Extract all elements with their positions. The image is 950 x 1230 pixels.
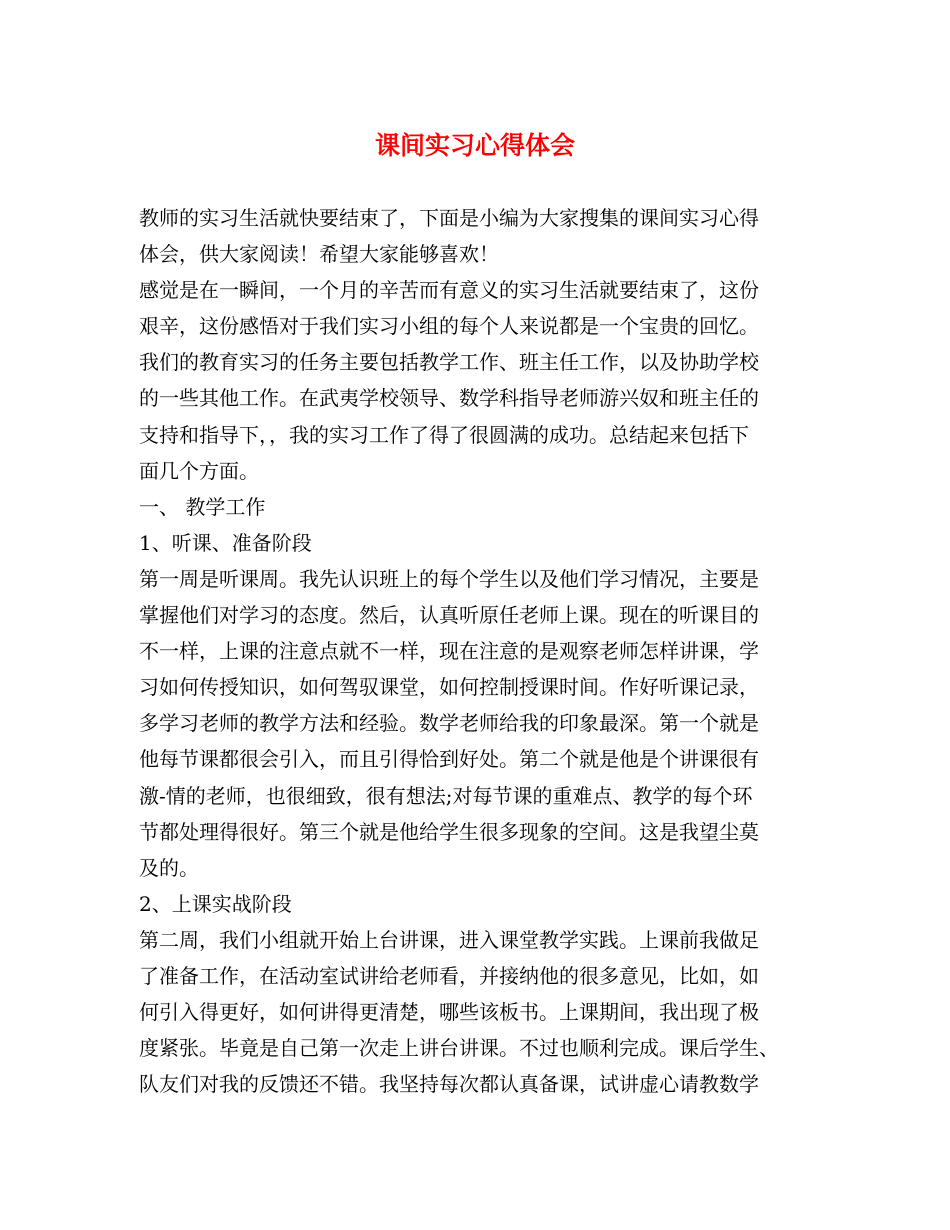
text-line: 激-情的老师，也很细致，很有想法;对每节课的重难点、教学的每个环 xyxy=(139,783,753,808)
text-line: 多学习老师的教学方法和经验。数学老师给我的印象最深。第一个就是 xyxy=(139,711,759,736)
text-line: 2、上课实战阶段 xyxy=(139,891,292,916)
document-body xyxy=(139,200,839,1102)
text-line: 他每节课都很会引入，而且引得恰到好处。第二个就是他是个讲课很有 xyxy=(139,747,759,772)
text-line: 及的。 xyxy=(139,855,199,880)
text-line: 了准备工作，在活动室试讲给老师看，并接纳他的很多意见，比如，如 xyxy=(139,963,759,988)
text-line: 体会，供大家阅读！希望大家能够喜欢！ xyxy=(139,242,499,267)
text-line: 习如何传授知识，如何驾驭课堂，如何控制授课时间。作好听课记录， xyxy=(139,675,759,700)
text-line: 感觉是在一瞬间，一个月的辛苦而有意义的实习生活就要结束了，这份 xyxy=(139,278,759,303)
text-line: 何引入得更好，如何讲得更清楚，哪些该板书。上课期间，我出现了极 xyxy=(139,1000,759,1025)
text-line: 第一周是听课周。我先认识班上的每个学生以及他们学习情况，主要是 xyxy=(139,566,759,591)
text-line: 1、听课、准备阶段 xyxy=(139,530,312,555)
text-line: 我们的教育实习的任务主要包括教学工作、班主任工作，以及协助学校 xyxy=(139,350,759,375)
text-line: 教师的实习生活就快要结束了，下面是小编为大家搜集的课间实习心得 xyxy=(139,206,759,230)
text-line: 队友们对我的反馈还不错。我坚持每次都认真备课，试讲虚心请教数学 xyxy=(139,1072,759,1097)
text-line: 的一些其他工作。在武夷学校领导、数学科指导老师游兴奴和班主任的 xyxy=(139,386,759,411)
text-line: 支持和指导下，，我的实习工作了得了很圆满的成功。总结起来包括下 xyxy=(139,422,749,447)
text-line: 面几个方面。 xyxy=(139,458,259,483)
text-line: 掌握他们对学习的态度。然后，认真听原任老师上课。现在的听课目的 xyxy=(139,603,759,628)
text-line: 艰辛，这份感悟对于我们实习小组的每个人来说都是一个宝贵的回忆。 xyxy=(139,314,759,339)
text-line: 第二周，我们小组就开始上台讲课，进入课堂教学实践。上课前我做足 xyxy=(139,927,759,952)
text-line: 度紧张。毕竟是自己第一次走上讲台讲课。不过也顺利完成。课后学生、 xyxy=(139,1036,779,1061)
text-line: 不一样，上课的注意点就不一样，现在注意的是观察老师怎样讲课，学 xyxy=(139,639,759,664)
document-title: 课间实习心得体会 xyxy=(374,131,575,160)
text-line: 一、 教学工作 xyxy=(139,494,266,519)
text-line: 节都处理得很好。第三个就是他给学生很多现象的空间。这是我望尘莫 xyxy=(139,819,759,844)
